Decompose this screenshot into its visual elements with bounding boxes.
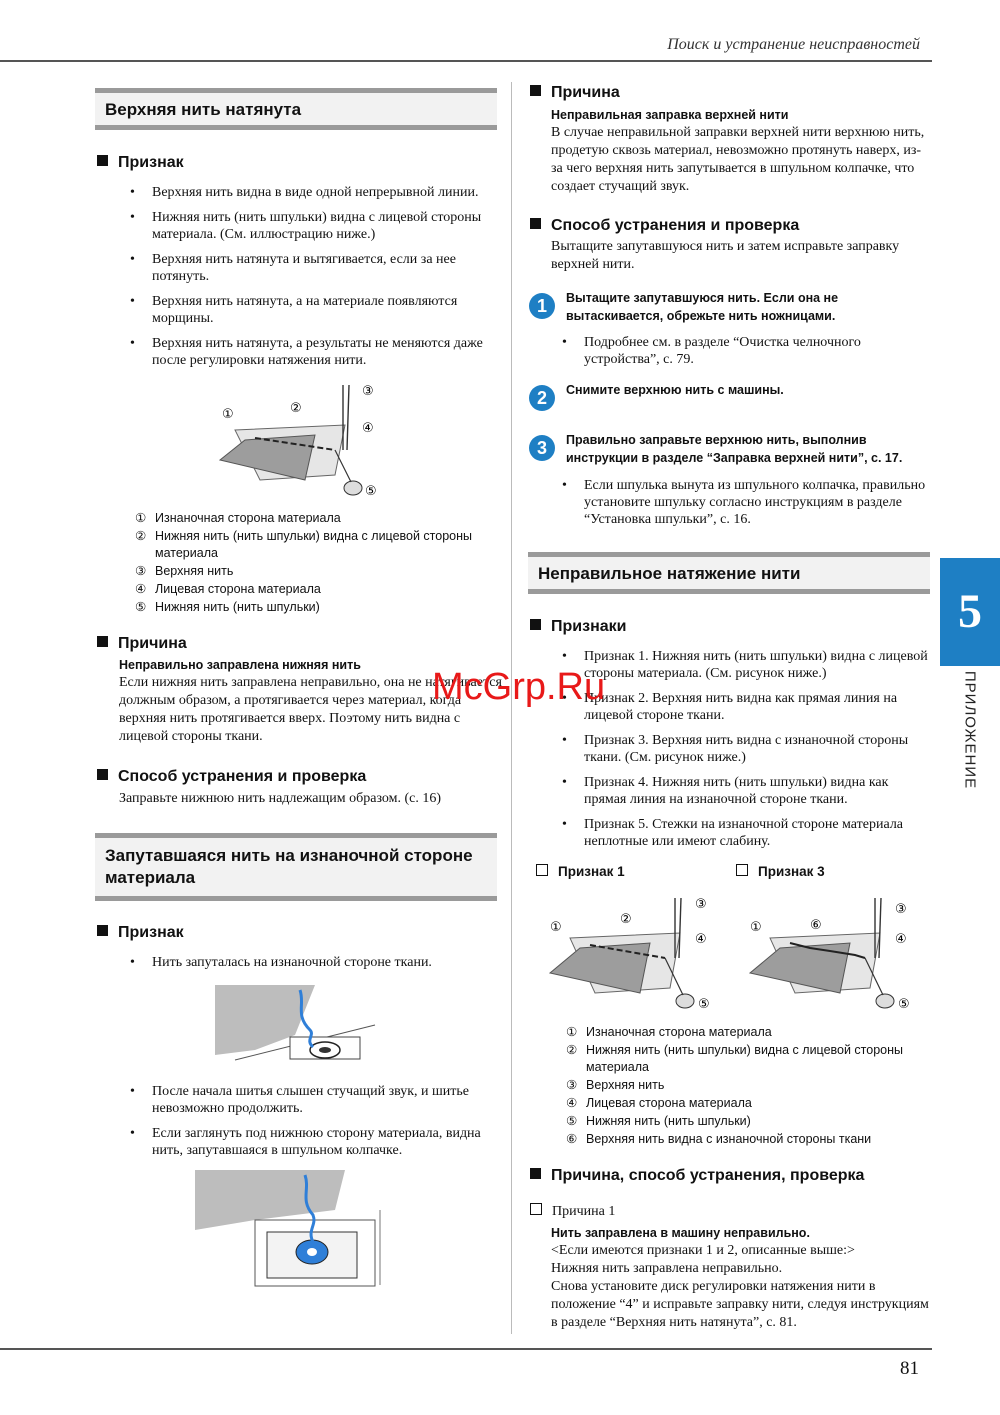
figure-legend-1	[135, 510, 475, 617]
callout-4: ④	[895, 932, 907, 947]
checkbox-icon	[536, 864, 548, 876]
step-text-3: Правильно заправьте верхнюю нить, выполнив инструкции в разделе “Заправка верхней нити”, с. 17.	[566, 433, 903, 465]
square-bullet-icon	[97, 925, 108, 936]
chapter-tab[interactable]: 5	[940, 558, 1000, 666]
callout-5: ⑤	[365, 484, 377, 499]
figure-label-symptom-3: Признак 3	[736, 864, 825, 879]
step-note-3	[550, 477, 930, 536]
footer-rule	[0, 1348, 932, 1350]
step-text-2: Снимите верхнюю нить с машины.	[566, 383, 784, 397]
list-item: • Верхняя нить натянута, а результаты не меняются даже после регулировки натяжения нити.	[118, 335, 503, 369]
list-item: • Признак 5. Стежки на изнаночной стороне материала неплотные или имеют слабину.	[550, 816, 930, 850]
cause-heading-1: Причина	[97, 635, 187, 653]
callout-3: ③	[362, 384, 374, 399]
header-rule	[0, 60, 932, 62]
cause-title: Неправильная заправка верхней нити	[551, 108, 789, 122]
legend-item: ① Изнаночная сторона материала	[566, 1025, 772, 1039]
running-title: Поиск и устранение неисправностей	[667, 36, 920, 53]
callout-3: ③	[895, 902, 907, 917]
list-item: • Если шпулька вынута из шпульного колпачка, правильно установите шпульку согласно инструкциям в разделе “Установка шпульки”, с. 16.	[550, 477, 930, 528]
legend-item: ④ Лицевая сторона материала	[135, 582, 321, 596]
chapter-title-vertical: ПРИЛОЖЕНИЕ	[961, 670, 979, 790]
section-title-upper-thread-tight: Верхняя нить натянута	[95, 88, 497, 130]
callout-4: ④	[695, 932, 707, 947]
fabric-thread-illustration	[205, 380, 395, 505]
tangled-thread-illustration-1	[215, 985, 380, 1065]
legend-item: ⑤ Нижняя нить (нить шпульки)	[566, 1114, 751, 1128]
list-item: • Признак 3. Верхняя нить видна с изнаночной стороны ткани. (См. рисунок ниже.)	[550, 732, 930, 766]
step-number-1: 1	[529, 293, 555, 319]
step-number-3: 3	[529, 435, 555, 461]
callout-5: ⑤	[898, 997, 910, 1012]
list-item: • Нижняя нить (нить шпульки) видна с лицевой стороны материала. (См. иллюстрацию ниже.)	[118, 209, 503, 243]
fix-heading-2: Способ устранения и проверка	[530, 217, 799, 235]
square-bullet-icon	[530, 1168, 541, 1179]
figure-legend-2	[566, 1024, 931, 1149]
callout-3: ③	[695, 897, 707, 912]
callout-2: ②	[620, 912, 632, 927]
list-item: • Нить запуталась на изнаночной стороне ткани.	[118, 954, 503, 971]
square-bullet-icon	[97, 636, 108, 647]
cause1-block	[551, 1224, 931, 1332]
checkbox-icon	[736, 864, 748, 876]
fix-text-1: Заправьте нижнюю нить надлежащим образом. (с. 16)	[119, 791, 442, 806]
fix-text-2: Вытащите запутавшуюся нить и затем исправьте заправку верхней нити.	[551, 239, 900, 272]
symptom-3-illustration	[740, 893, 920, 1018]
legend-item: ② Нижняя нить (нить шпульки) видна с лицевой стороны материала	[566, 1043, 904, 1074]
cause-text: Если нижняя нить заправлена неправильно, она не натягивается должным образом, а протягивается через материал, когда верхняя нить протягивается вверх. Поэтому нить видна с лицевой стороны ткани.	[119, 675, 502, 744]
list-item: • Верхняя нить натянута, а на материале появляются морщины.	[118, 293, 503, 327]
square-bullet-icon	[530, 85, 541, 96]
list-item: • Если заглянуть под нижнюю сторону материала, видна нить, запутавшаяся в шпульном колпачке.	[118, 1125, 503, 1159]
page-number: 81	[900, 1358, 919, 1379]
callout-6: ⑥	[810, 918, 822, 933]
legend-item: ③ Верхняя нить	[135, 564, 234, 578]
list-item: • Признак 1. Нижняя нить (нить шпульки) видна с лицевой стороны материала. (См. рисунок ниже.)	[550, 648, 930, 682]
callout-1: ①	[222, 407, 234, 422]
step-number-2: 2	[529, 385, 555, 411]
legend-item: ① Изнаночная сторона материала	[135, 511, 341, 525]
symptoms-heading-3: Признаки	[530, 618, 626, 636]
callout-2: ②	[290, 401, 302, 416]
fix-heading-1: Способ устранения и проверка	[97, 768, 366, 786]
cause-text: В случае неправильной заправки верхней нити верхнюю нить, продетую сквозь материал, невозможно протянуть наверх, из-за чего верхняя нить запутывается в шпульном колпачке, что создает стучащий звук.	[551, 125, 925, 194]
legend-item: ⑤ Нижняя нить (нить шпульки)	[135, 600, 320, 614]
list-item: • Верхняя нить натянута и вытягивается, если за нее потянуть.	[118, 251, 503, 285]
square-bullet-icon	[530, 619, 541, 630]
section-title-tangled-thread: Запутавшаяся нить на изнаночной стороне материала	[95, 833, 497, 901]
list-item: • Верхняя нить видна в виде одной непрерывной линии.	[118, 184, 503, 201]
legend-item: ④ Лицевая сторона материала	[566, 1096, 752, 1110]
symptom-heading-1: Признак	[97, 154, 184, 172]
checkbox-icon	[530, 1203, 542, 1215]
figure-label-symptom-1: Признак 1	[536, 864, 625, 879]
cause1-line: Нижняя нить заправлена неправильно.	[551, 1261, 783, 1276]
symptom-1-illustration	[540, 893, 720, 1018]
legend-item: ⑥ Верхняя нить видна с изнаночной стороны ткани	[566, 1132, 872, 1146]
step-text-1: Вытащите запутавшуюся нить. Если она не вытаскивается, обрежьте нить ножницами.	[566, 291, 839, 323]
cause-block-2	[551, 106, 931, 196]
cause-fix-heading-3: Причина, способ устранения, проверка	[530, 1167, 864, 1185]
list-item: • Подробнее см. в разделе “Очистка челночного устройства”, с. 79.	[550, 334, 930, 368]
callout-1: ①	[550, 920, 562, 935]
legend-item: ② Нижняя нить (нить шпульки) видна с лицевой стороны материала	[135, 529, 473, 560]
callout-4: ④	[362, 421, 374, 436]
symptom-list-1	[118, 184, 503, 377]
symptom-heading-2: Признак	[97, 924, 184, 942]
watermark: McGrp.Ru	[432, 666, 606, 708]
step-note-1	[550, 334, 930, 376]
cause-heading-2: Причина	[530, 84, 620, 102]
symptom-list-2b	[118, 1083, 503, 1167]
list-item: • Признак 2. Верхняя нить видна как прямая линия на лицевой стороне ткани.	[550, 690, 930, 724]
list-item: • После начала шитья слышен стучащий звук, и шитье невозможно продолжить.	[118, 1083, 503, 1117]
square-bullet-icon	[97, 155, 108, 166]
tangled-thread-illustration-2	[195, 1170, 395, 1290]
callout-1: ①	[750, 920, 762, 935]
cause1-label: Причина 1	[530, 1203, 930, 1221]
symptom-list-2a	[118, 954, 503, 979]
cause1-line: <Если имеются признаки 1 и 2, описанные выше:>	[551, 1243, 855, 1258]
cause1-title: Нить заправлена в машину неправильно.	[551, 1226, 810, 1240]
legend-item: ③ Верхняя нить	[566, 1078, 665, 1092]
square-bullet-icon	[530, 218, 541, 229]
list-item: • Признак 4. Нижняя нить (нить шпульки) видна как прямая линия на изнаночной стороне ткани.	[550, 774, 930, 808]
callout-5: ⑤	[698, 997, 710, 1012]
cause1-line: Снова установите диск регулировки натяжения нити в положение “4” и исправьте заправку нити, следуя инструкциям в разделе “Верхняя нить натянута”, с. 81.	[551, 1279, 929, 1330]
section-title-wrong-tension: Неправильное натяжение нити	[528, 552, 930, 594]
cause-title: Неправильно заправлена нижняя нить	[119, 658, 361, 672]
symptom-list-3	[550, 648, 930, 858]
square-bullet-icon	[97, 769, 108, 780]
